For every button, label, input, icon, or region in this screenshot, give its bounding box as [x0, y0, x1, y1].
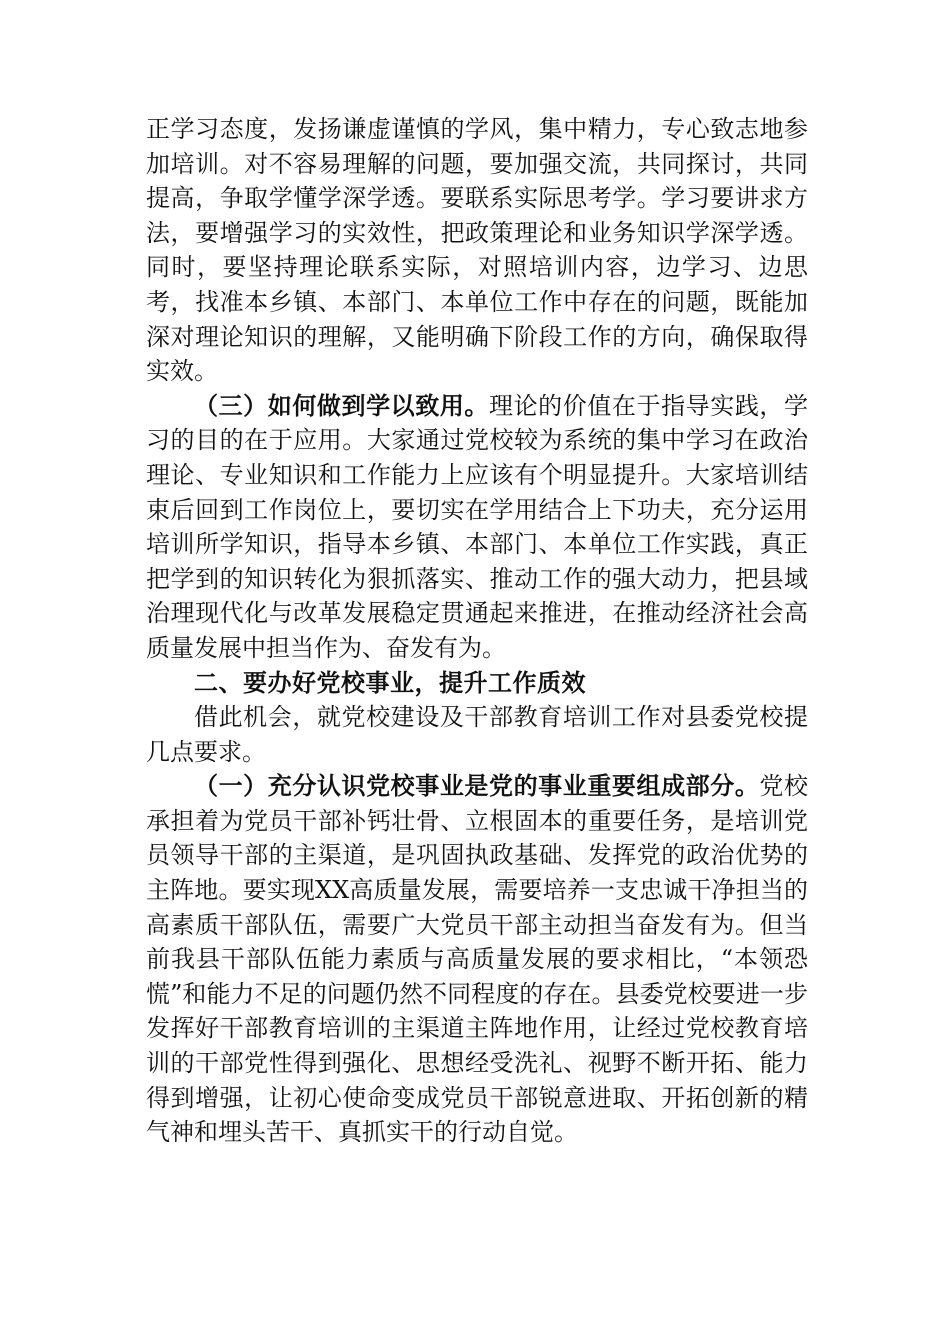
document-body	[146, 112, 808, 1150]
paragraph-study-attitude: 正学习态度，发扬谦虚谨慎的学风，集中精力，专心致志地参加培训。对不容易理解的问题，要加强交流，共同探讨，共同提高，争取学懂学深学透。要联系实际思考学。学习要讲求方法，要增强学习的实效性，把政策理论和业务知识学深学透。同时，要坚持理论联系实际，对照培训内容，边学习、边思考，找准本乡镇、本部门、本单位工作中存在的问题，既能加深对理论知识的理解，又能明确下阶段工作的方向，确保取得实效。	[146, 115, 808, 386]
section-heading-party-school: 二、要办好党校事业，提升工作质效	[194, 668, 586, 697]
paragraph-party-school-importance	[146, 769, 808, 1150]
paragraph-party-school-importance-body: 党校承担着为党员干部补钙壮骨、立根固本的重要任务，是培训党员领导干部的主渠道，是巩固执政基础、发挥党的政治优势的主阵地。要实现XX高质量发展，需要培养一支忠诚干净担当的高素质干部队伍，需要广大党员干部主动担当奋发有为。但当前我县干部队伍能力素质与高质量发展的要求相比，“本领恐慌”和能力不足的问题仍然不同程度的存在。县委党校要进一步发挥好干部教育培训的主渠道主阵地作用，让经过党校教育培训的干部党性得到强化、思想经受洗礼、视野不断开拓、能力得到增强，让初心使命变成党员干部锐意进取、开拓创新的精气神和埋头苦干、真抓实干的行动自觉。	[146, 772, 809, 1147]
paragraph-apply-learning-body: 理论的价值在于指导实践，学习的目的在于应用。大家通过党校较为系统的集中学习在政治理论、专业知识和工作能力上应该有个明显提升。大家培训结束后回到工作岗位上，要切实在学用结合上下功夫，充分运用培训所学知识，指导本乡镇、本部门、本单位工作实践，真正把学到的知识转化为狠抓落实、推动工作的强大动力，把县域治理现代化与改革发展稳定贯通起来推进，在推动经济社会高质量发展中担当作为、奋发有为。	[146, 391, 808, 662]
paragraph-requirements-intro: 借此机会，就党校建设及干部教育培训工作对县委党校提几点要求。	[146, 703, 808, 766]
paragraph-apply-learning-lead: （三）如何做到学以致用。	[194, 391, 489, 420]
paragraph-apply-learning	[146, 389, 808, 666]
paragraph-party-school-importance-lead: （一）充分认识党校事业是党的事业重要组成部分。	[194, 772, 760, 801]
